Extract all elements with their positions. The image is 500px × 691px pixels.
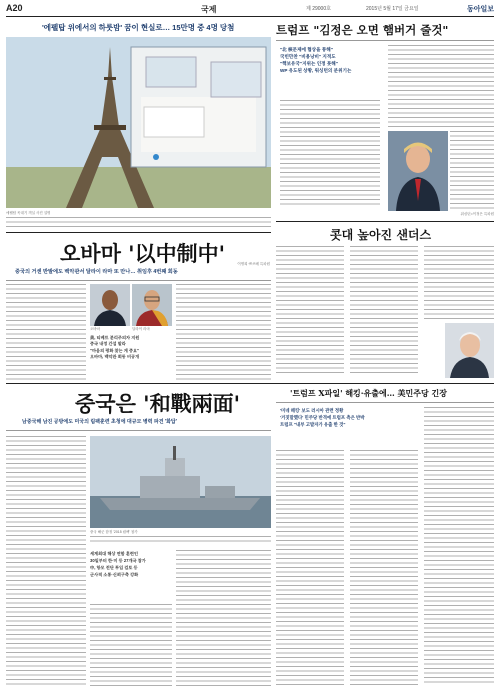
trump-deck-2: 국빈만찬 "비용낭비" 지적도 xyxy=(280,54,336,59)
trump-body-side xyxy=(450,131,494,211)
article-obama-headline: 오바마 '以中制中' xyxy=(60,241,226,266)
xfile-deck-2: '거짓말했다' 민주당 반격에 트럼프 측은 반박 xyxy=(280,415,365,420)
obama-pull-1: 美, 티베트 분리주의자 지원 xyxy=(90,335,140,340)
eiffel-caption-text: 에펠탑 꼭대기 객실 사진 설명 xyxy=(6,211,51,215)
article-sanders-headline: 콧대 높아진 샌더스 xyxy=(330,228,432,242)
article-eiffel-kicker: '에펠탑 위에서의 하룻밤' 꿈이 현실로… 15만명 중 4명 당첨 xyxy=(42,23,235,32)
article-trump-headline: 트럼프 "김정은 오면 햄버거 줄것" xyxy=(276,23,449,37)
masthead xyxy=(6,2,494,17)
xfile-body-col1 xyxy=(276,450,344,686)
trump-body-left xyxy=(280,100,380,205)
ship-caption: 중국 해군 함정 '2015 림팩' 참가 xyxy=(90,530,138,534)
dalai-photo-caption: 달라이 라마 xyxy=(132,327,150,331)
sanders-photo xyxy=(445,323,494,378)
divider xyxy=(6,430,271,431)
navy-ship-photo xyxy=(90,436,271,528)
obama-photo-caption: 오바마 xyxy=(90,327,101,331)
dalai-lama-illustration xyxy=(132,284,172,326)
caption-text-lines xyxy=(6,217,271,230)
trump-illustration xyxy=(388,131,448,211)
issue-number: 제 29000호 xyxy=(306,6,331,12)
xfile-body-col2 xyxy=(350,450,418,686)
divider xyxy=(6,280,271,281)
obama-photo xyxy=(90,284,130,326)
obama-pull-3: "마음의 평화 찾는 게 중요" xyxy=(90,347,140,353)
article-china-headline: 중국은 '和戰兩面' xyxy=(75,391,241,416)
china-top-rule xyxy=(6,383,494,384)
obama-deck: 중국의 거센 반발에도 백악관서 달라이 라마 또 만나… 취임후 4번째 회동 xyxy=(15,269,178,275)
sanders-illustration xyxy=(445,323,494,378)
divider xyxy=(276,40,494,41)
china-deck: 남중국해 남진 공방에도 미국의 림팩훈련 초청에 대규모 병력 파견 '화답' xyxy=(22,419,177,425)
eiffel-caption xyxy=(6,211,271,231)
dalai-lama-photo xyxy=(132,284,172,326)
article-xfile-headline: '트럼프 X파일' 해킹·유출에… 美민주당 긴장 xyxy=(290,388,447,398)
sanders-body-col3 xyxy=(424,246,494,321)
section-title: 국제 xyxy=(201,5,217,14)
divider xyxy=(276,402,494,403)
newspaper-brand: 동아일보 xyxy=(466,6,494,13)
trump-photo xyxy=(388,131,448,211)
china-body-col2 xyxy=(90,604,172,686)
obama-pull-2: 중국 내정 간섭 말라 xyxy=(90,341,126,347)
xfile-body-col3 xyxy=(424,407,494,686)
trump-deck-1: "北 核문제에 협상을 통해" xyxy=(280,47,333,52)
sanders-top-rule xyxy=(276,221,494,222)
trump-byline: 워싱턴=이정은 특파원 xyxy=(460,212,494,216)
china-body-col1 xyxy=(6,436,86,686)
sanders-body-col1 xyxy=(276,246,344,376)
obama-pull-quotes xyxy=(90,335,172,380)
china-pull-3: 中, 항모 전단 투입 검토 등 xyxy=(90,565,138,570)
ship-illustration xyxy=(90,436,271,528)
trump-body-right xyxy=(388,45,494,128)
xfile-deck-1: '미네 해킹' 보도 러시아 관련 정황 xyxy=(280,408,344,413)
sanders-body-col2 xyxy=(350,246,418,376)
china-pull-2: 30일부터 한·미 등 27개국 참가 xyxy=(90,558,146,563)
obama-byline: 이명희·쯔쓰베 특파원 xyxy=(237,262,270,266)
china-pull-quotes xyxy=(90,550,172,600)
xfile-deck-3: 트럼프 "내부 고발자가 유출 한 것" xyxy=(280,422,346,427)
china-pull-1: 세계최대 해상 연합 훈련인 xyxy=(90,551,138,556)
issue-date: 2015년 5월 17일 금요일 xyxy=(366,6,419,12)
trump-deck-4: WP 유도된 상황, 워싱턴의 분위기는 xyxy=(280,68,352,73)
obama-top-rule xyxy=(6,232,271,233)
ship-caption-lines xyxy=(90,536,271,544)
trump-deck-3: "핵보유국"지위는 인정 못해" xyxy=(280,61,338,66)
eiffel-illustration xyxy=(6,37,271,208)
xfile-deck xyxy=(280,407,410,447)
obama-illustration xyxy=(90,284,130,326)
obama-body-col3 xyxy=(176,284,271,380)
obama-pull-4: 오바마, 백악관 회동 비공개 xyxy=(90,354,140,360)
page-number: A20 xyxy=(6,3,23,13)
obama-body-col1 xyxy=(6,284,86,380)
china-pull-4: 군사적 소통·신뢰구축 강화 xyxy=(90,572,139,577)
china-body-col3 xyxy=(176,550,271,686)
eiffel-tower-photo xyxy=(6,37,271,208)
